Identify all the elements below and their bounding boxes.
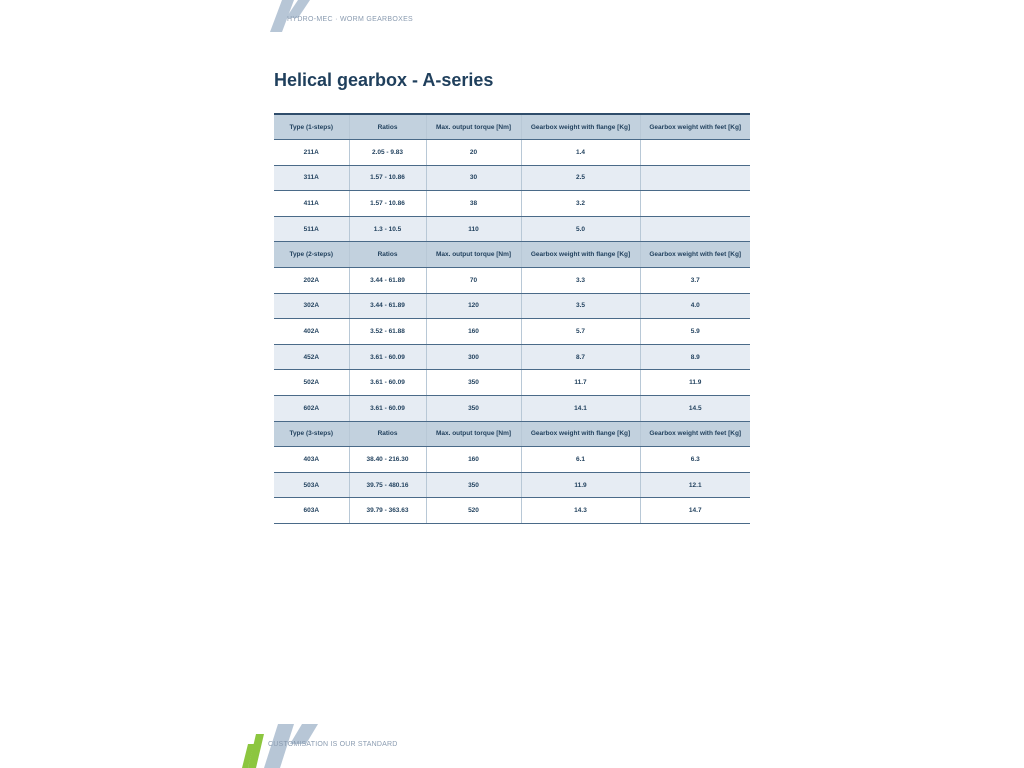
table-cell: 39.79 - 363.63 [349,498,426,524]
table-cell: 5.0 [521,216,640,242]
column-header: Max. output torque [Nm] [426,114,521,140]
table-cell: 1.3 - 10.5 [349,216,426,242]
table-cell: 38.40 - 216.30 [349,447,426,473]
table-row [274,319,750,345]
table-cell: 4.0 [640,293,750,319]
column-header: Max. output torque [Nm] [426,242,521,268]
table-cell: 603A [274,498,349,524]
table-cell: 5.7 [521,319,640,345]
table-cell: 3.61 - 60.09 [349,370,426,396]
column-header: Gearbox weight with flange [Kg] [521,114,640,140]
table-cell: 411A [274,191,349,217]
table-row [274,140,750,166]
table-cell: 3.44 - 61.89 [349,268,426,294]
table-cell: 14.7 [640,498,750,524]
table-row [274,370,750,396]
table-row [274,472,750,498]
table-row [274,216,750,242]
table-row [274,344,750,370]
table-cell: 5.9 [640,319,750,345]
table-cell: 402A [274,319,349,345]
table-cell: 202A [274,268,349,294]
table-row [274,293,750,319]
column-header: Type (1-steps) [274,114,349,140]
table-cell: 12.1 [640,472,750,498]
column-header: Ratios [349,421,426,447]
table-cell: 14.5 [640,396,750,422]
table-cell: 602A [274,396,349,422]
table-cell: 3.52 - 61.88 [349,319,426,345]
table-cell: 3.61 - 60.09 [349,344,426,370]
table-header-row [274,242,750,268]
document-page [244,0,780,768]
column-header: Ratios [349,114,426,140]
table-cell: 3.5 [521,293,640,319]
table-row [274,191,750,217]
table-cell: 1.57 - 10.86 [349,191,426,217]
table-cell: 300 [426,344,521,370]
table-cell [640,140,750,166]
table-cell: 1.57 - 10.86 [349,165,426,191]
table-cell: 403A [274,447,349,473]
column-header: Gearbox weight with feet [Kg] [640,421,750,447]
table-cell: 39.75 - 480.16 [349,472,426,498]
table-cell: 120 [426,293,521,319]
footer-slogan: CUSTOMISATION IS OUR STANDARD [268,741,398,748]
page-title: Helical gearbox - A-series [274,70,494,90]
table-cell: 502A [274,370,349,396]
table-cell: 452A [274,344,349,370]
table-cell: 3.61 - 60.09 [349,396,426,422]
table-header-row [274,421,750,447]
table-row [274,396,750,422]
table-cell: 511A [274,216,349,242]
table-row [274,447,750,473]
table-header-row [274,114,750,140]
table-cell: 38 [426,191,521,217]
table-cell: 302A [274,293,349,319]
column-header: Type (3-steps) [274,421,349,447]
table-cell: 3.44 - 61.89 [349,293,426,319]
table-cell: 2.5 [521,165,640,191]
table-cell: 350 [426,370,521,396]
table-cell: 8.9 [640,344,750,370]
table-cell: 160 [426,447,521,473]
table-cell: 70 [426,268,521,294]
table-cell: 350 [426,396,521,422]
table-row [274,268,750,294]
table-cell [640,165,750,191]
table-cell: 14.3 [521,498,640,524]
column-header: Ratios [349,242,426,268]
table-cell: 350 [426,472,521,498]
column-header: Gearbox weight with feet [Kg] [640,114,750,140]
table-cell: 110 [426,216,521,242]
table-cell: 11.9 [640,370,750,396]
column-header: Gearbox weight with flange [Kg] [521,421,640,447]
table-row [274,165,750,191]
table-cell: 20 [426,140,521,166]
table-cell: 14.1 [521,396,640,422]
table-cell: 503A [274,472,349,498]
table-cell: 3.3 [521,268,640,294]
table-cell: 1.4 [521,140,640,166]
header-brand-text: HYDRO-MEC · WORM GEARBOXES [287,16,414,23]
column-header: Type (2-steps) [274,242,349,268]
table-cell [640,216,750,242]
table-cell: 3.2 [521,191,640,217]
table-cell: 6.3 [640,447,750,473]
table-cell: 2.05 - 9.83 [349,140,426,166]
gearbox-spec-table [274,113,750,524]
table-cell: 11.9 [521,472,640,498]
table-cell: 520 [426,498,521,524]
column-header: Gearbox weight with flange [Kg] [521,242,640,268]
column-header: Gearbox weight with feet [Kg] [640,242,750,268]
column-header: Max. output torque [Nm] [426,421,521,447]
table-cell: 6.1 [521,447,640,473]
table-cell: 211A [274,140,349,166]
table-cell: 311A [274,165,349,191]
table-cell: 11.7 [521,370,640,396]
table-cell: 3.7 [640,268,750,294]
table-cell: 160 [426,319,521,345]
table-cell: 8.7 [521,344,640,370]
table-cell [640,191,750,217]
table-row [274,498,750,524]
table-cell: 30 [426,165,521,191]
